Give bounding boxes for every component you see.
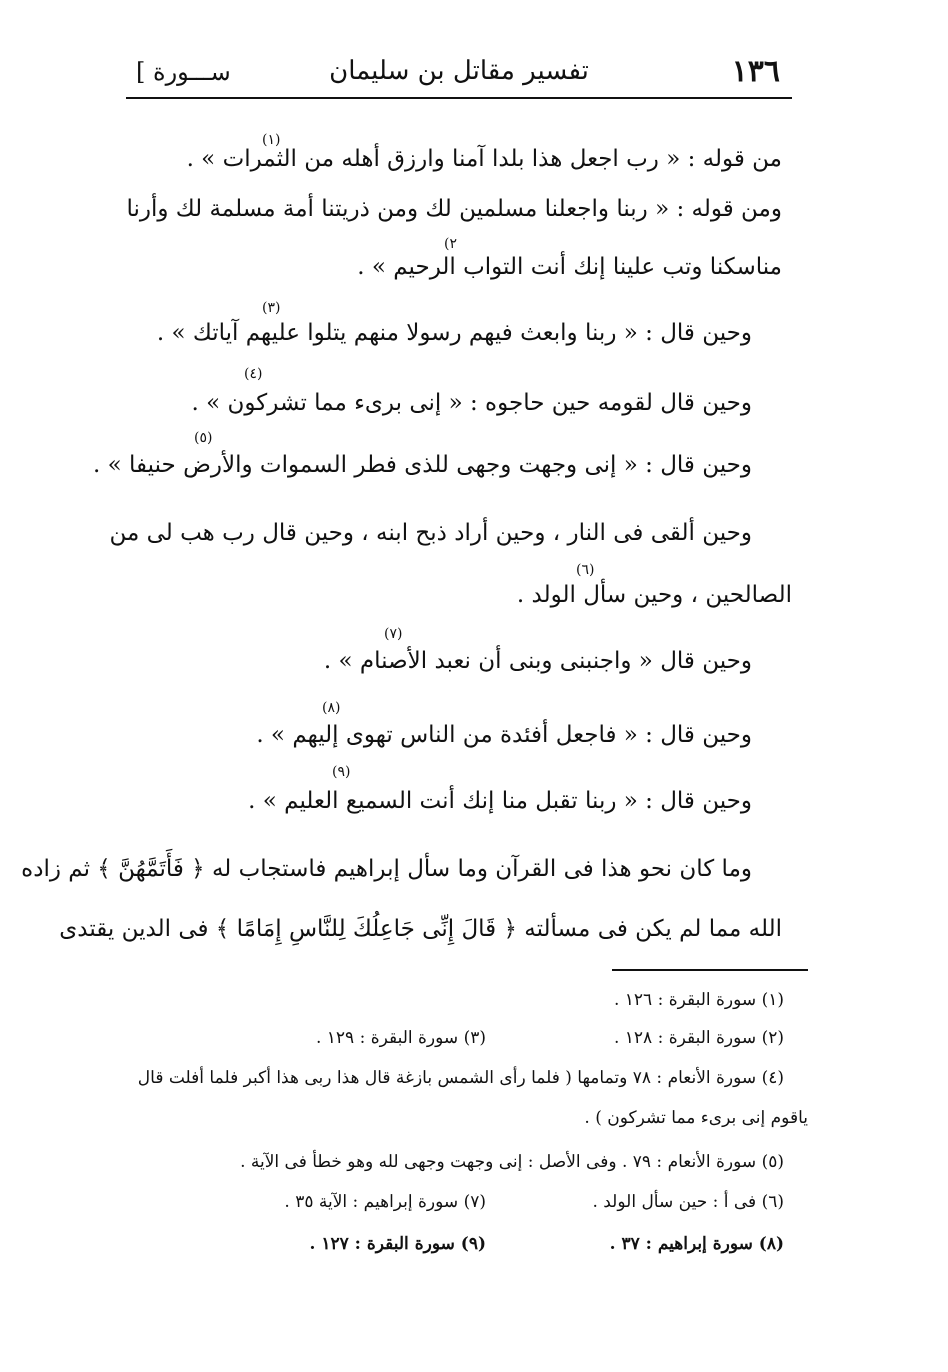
footnote-marker-4: (٤) (244, 366, 263, 382)
body-line-10: وحين قال : « فاجعل أفئدة من الناس تهوى إليهم » . (256, 722, 752, 748)
footnote-divider (612, 969, 808, 971)
footnote-3: (٣) سورة البقرة : ١٢٩ . (315, 1028, 486, 1048)
footnote-marker-6: (٦) (576, 562, 595, 578)
body-line-13: الله مما لم يكن فى مسألته ﴿ قَالَ إِنِّى جَاعِلُكَ لِلنَّاسِ إِمَامًا ﴾ فى الدين يقتدى (59, 916, 782, 942)
body-line-9: وحين قال « واجنبنى وبنى أن نعبد الأصنام » . (323, 648, 752, 674)
footnote-marker-9: (٩) (332, 764, 351, 780)
footnote-1: (١) سورة البقرة : ١٢٦ . (613, 990, 784, 1010)
book-title: تفسير مقاتل بن سليمان (329, 56, 589, 86)
footnote-marker-5: (٥) (194, 430, 213, 446)
footnote-marker-1: (١) (262, 132, 281, 148)
body-line-8: الصالحين ، وحين سأل الولد . (516, 582, 792, 608)
footnote-marker-2: ٢) (444, 236, 457, 252)
footnote-marker-8: (٨) (322, 700, 341, 716)
footnote-marker-3: (٣) (262, 300, 281, 316)
page-number: ١٣٦ (731, 54, 780, 89)
footnote-marker-7: (٧) (384, 626, 403, 642)
body-line-2: ومن قوله : « ربنا واجعلنا مسلمين لك ومن ذريتنا أمة مسلمة لك وأرنا (126, 196, 782, 222)
footnote-9: (٩) سورة البقرة : ١٢٧ . (309, 1234, 486, 1254)
footnote-4-line-2: ياقوم إنى برىء مما تشركون ) . (584, 1108, 808, 1128)
body-line-4: وحين قال : « ربنا وابعث فيهم رسولا منهم يتلوا عليهم آياتك » . (156, 320, 752, 346)
body-line-11: وحين قال : « ربنا تقبل منا إنك أنت السميع العليم » . (248, 788, 752, 814)
footnote-7: (٧) سورة إبراهيم : الآية ٣٥ . (284, 1192, 486, 1212)
surah-label: [ ســـورة (136, 58, 231, 86)
body-line-6: وحين قال : « إنى وجهت وجهى للذى فطر السموات والأرض حنيفا » . (93, 452, 752, 478)
footnote-2: (٢) سورة البقرة : ١٢٨ . (613, 1028, 784, 1048)
footnote-6: (٦) فى أ : حين سأل الولد . (592, 1192, 784, 1212)
body-line-5: وحين قال لقومه حين حاجوه : « إنى برىء مما تشركون » . (191, 390, 752, 416)
body-line-7: وحين ألقى فى النار ، وحين أراد ذبح ابنه ، وحين قال رب هب لى من (109, 520, 752, 546)
footnote-8: (٨) سورة إبراهيم : ٣٧ . (609, 1234, 784, 1254)
footnote-4-line-1: (٤) سورة الأنعام : ٧٨ وتمامها ( فلما رأى الشمس بازغة قال هذا ربى هذا أكبر فلما أفلت قال (137, 1068, 784, 1088)
footnote-5: (٥) سورة الأنعام : ٧٩ . وفى الأصل : إنى وجهت وجهى لله وهو خطأ فى الآية . (240, 1152, 784, 1172)
body-line-3: مناسكنا وتب علينا إنك أنت التواب الرحيم » . (357, 254, 782, 280)
body-line-1: من قوله : « رب اجعل هذا بلدا آمنا وارزق أهله من الثمرات » . (186, 146, 782, 172)
body-line-12: وما كان نحو هذا فى القرآن وما سأل إبراهيم فاستجاب له ﴿ فَأَتَمَّهُنَّ ﴾ ثم زاده (21, 856, 752, 882)
header-divider (126, 97, 792, 99)
page-header (126, 50, 792, 96)
